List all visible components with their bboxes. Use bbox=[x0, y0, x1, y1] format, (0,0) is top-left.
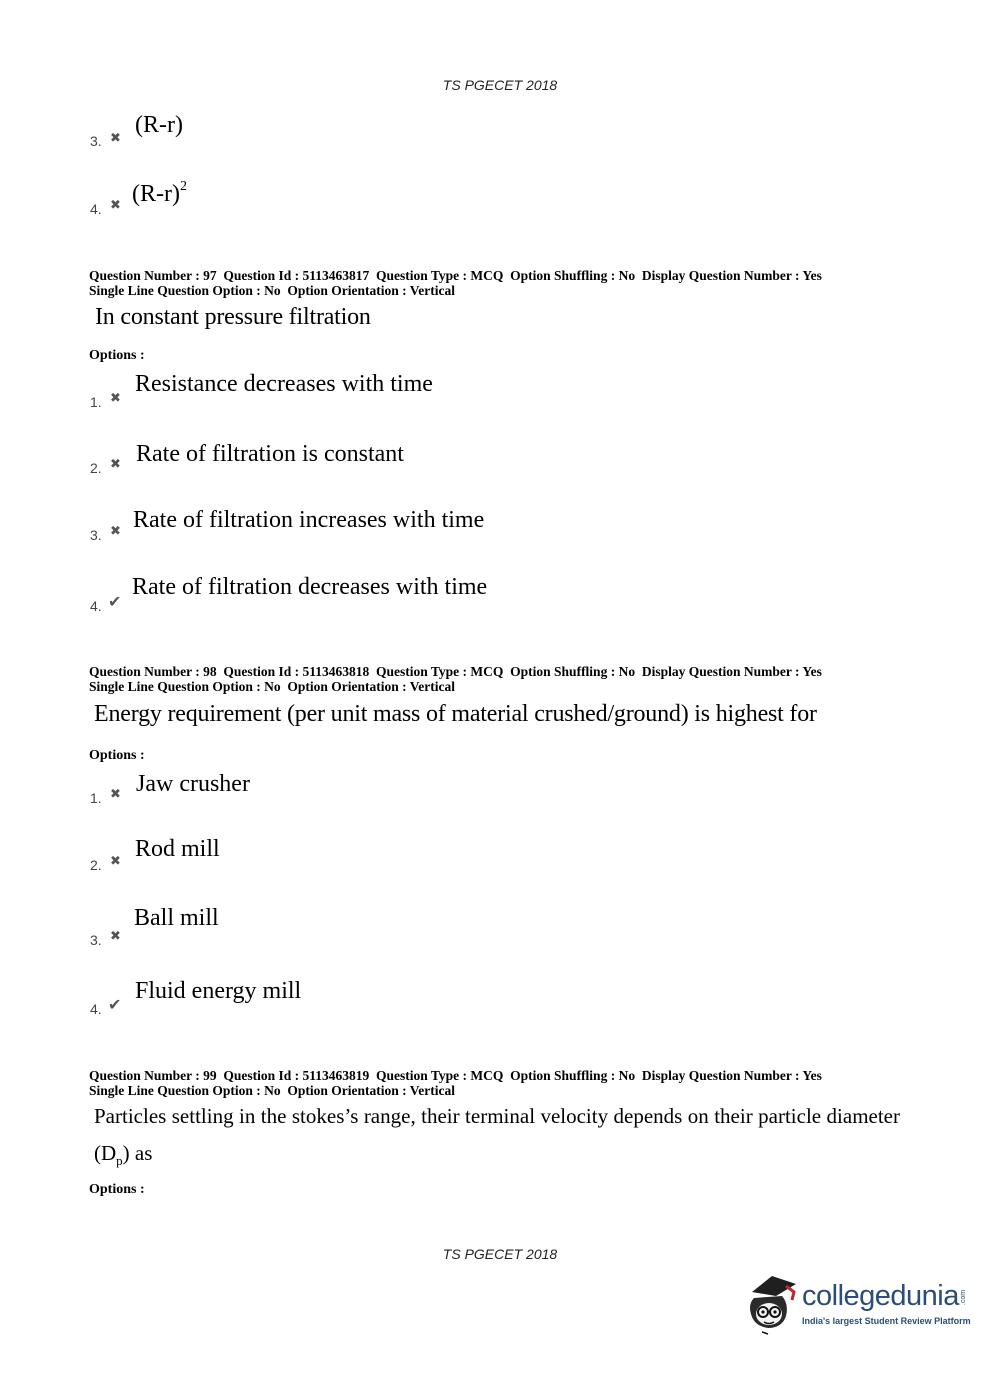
option-text: Jaw crusher bbox=[136, 771, 250, 797]
question-meta: Question Number : 97 Question Id : 5113463817 Question Type : MCQ Option Shuffling : No Display Question Number : Yes Single Line Question Option : No Option Orientation : Vertical bbox=[89, 268, 822, 298]
collegedunia-logo bbox=[742, 1268, 972, 1338]
page-header: TS PGECET 2018 bbox=[442, 77, 558, 93]
option-text: Ball mill bbox=[134, 905, 219, 931]
option-number: 4. bbox=[90, 598, 102, 614]
option-text: Rate of filtration decreases with time bbox=[132, 574, 488, 600]
question-meta: Question Number : 99 Question Id : 5113463819 Question Type : MCQ Option Shuffling : No Display Question Number : Yes Single Line Question Option : No Option Orientation : Vertical bbox=[89, 1068, 822, 1098]
option-text: Rate of filtration is constant bbox=[136, 441, 404, 467]
cross-icon: ✖ bbox=[110, 928, 121, 943]
question-meta: Question Number : 98 Question Id : 5113463818 Question Type : MCQ Option Shuffling : No Display Question Number : Yes Single Line Question Option : No Option Orientation : Vertical bbox=[89, 664, 822, 694]
logo-suffix: .com bbox=[960, 1289, 968, 1306]
option-number: 1. bbox=[90, 394, 102, 410]
cross-icon: ✖ bbox=[110, 130, 121, 145]
options-label: Options : bbox=[89, 348, 145, 363]
option-text: Rod mill bbox=[135, 836, 220, 862]
check-icon: ✔ bbox=[108, 594, 122, 611]
logo-wordmark: collegedunia bbox=[802, 1280, 959, 1312]
cross-icon: ✖ bbox=[110, 523, 121, 538]
check-icon: ✔ bbox=[108, 997, 122, 1014]
cross-icon: ✖ bbox=[110, 390, 121, 405]
option-number: 3. bbox=[90, 133, 102, 149]
option-number: 2. bbox=[90, 460, 102, 476]
option-text: Rate of filtration increases with time bbox=[133, 507, 485, 533]
option-number: 3. bbox=[90, 932, 102, 948]
question-text: Energy requirement (per unit mass of material crushed/ground) is highest for bbox=[94, 701, 817, 727]
option-text: Resistance decreases with time bbox=[135, 371, 433, 397]
option-number: 4. bbox=[90, 1001, 102, 1017]
option-text: (R-r) bbox=[135, 112, 183, 138]
cross-icon: ✖ bbox=[110, 456, 121, 471]
option-number: 3. bbox=[90, 527, 102, 543]
mascot-icon bbox=[742, 1270, 800, 1336]
option-number: 1. bbox=[90, 790, 102, 806]
logo-tagline: India's largest Student Review Platform bbox=[802, 1316, 971, 1326]
options-label: Options : bbox=[89, 1182, 145, 1197]
options-label: Options : bbox=[89, 748, 145, 763]
question-text-continued: $(D_p)$ as bbox=[94, 1141, 153, 1169]
cross-icon: ✖ bbox=[110, 853, 121, 868]
cross-icon: ✖ bbox=[110, 197, 121, 212]
option-number: 2. bbox=[90, 857, 102, 873]
option-text: $(R-r)^2$ bbox=[132, 179, 187, 207]
page-footer: TS PGECET 2018 bbox=[442, 1246, 558, 1262]
cross-icon: ✖ bbox=[110, 786, 121, 801]
question-text: In constant pressure filtration bbox=[95, 304, 371, 330]
question-text: Particles settling in the stokes’s range, their terminal velocity depends on their particle diameter bbox=[94, 1104, 900, 1128]
option-number: 4. bbox=[90, 201, 102, 217]
option-text: Fluid energy mill bbox=[135, 978, 302, 1004]
